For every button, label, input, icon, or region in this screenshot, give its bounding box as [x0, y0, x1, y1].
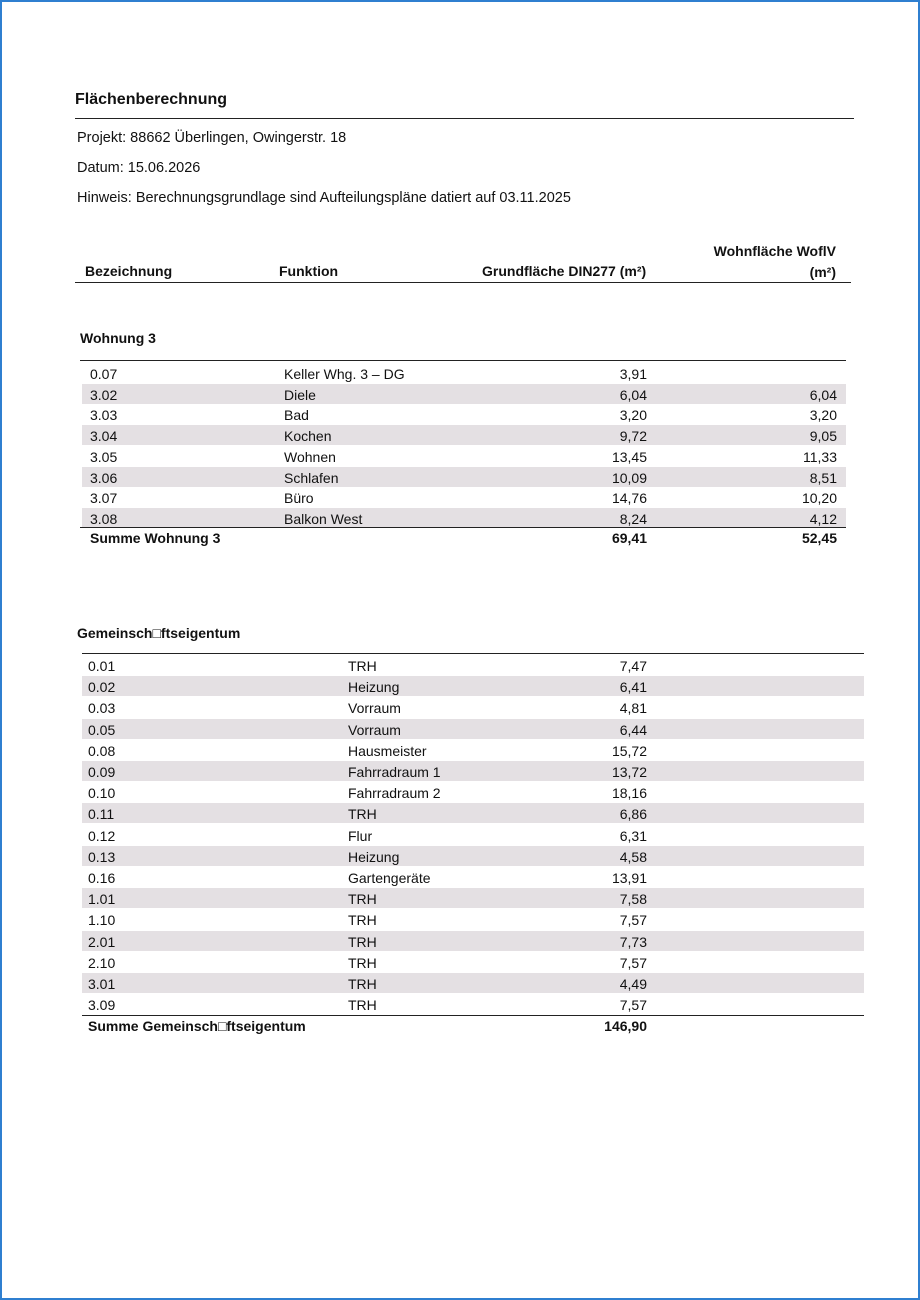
- row-bezeichnung: 0.07: [90, 366, 118, 382]
- header-wohnflaeche-1: Wohnfläche WoflV: [713, 243, 836, 259]
- row-grundflaeche: 6,86: [619, 806, 647, 823]
- row-funktion: TRH: [348, 933, 377, 950]
- row-bezeichnung: 0.10: [88, 785, 116, 802]
- header-bezeichnung: Bezeichnung: [85, 263, 173, 279]
- row-wohnflaeche: 9,05: [809, 428, 837, 445]
- row-funktion: Keller Whg. 3 – DG: [284, 366, 405, 382]
- row-grundflaeche: 13,91: [611, 870, 647, 886]
- row-grundflaeche: 13,45: [611, 448, 647, 465]
- row-funktion: Kochen: [284, 428, 332, 445]
- row-funktion: Gartengeräte: [348, 870, 431, 886]
- row-funktion: Schlafen: [284, 469, 339, 486]
- header-rule: [75, 282, 851, 283]
- row-grundflaeche: 9,72: [619, 428, 647, 445]
- row-grundflaeche: 7,57: [619, 912, 647, 929]
- row-funktion: Heizung: [348, 679, 400, 696]
- row-bezeichnung: 3.01: [88, 976, 116, 992]
- wohnung3-top-rule: [80, 360, 846, 361]
- row-bezeichnung: 0.11: [88, 806, 115, 823]
- row-wohnflaeche: 10,20: [801, 490, 837, 507]
- row-grundflaeche: 3,20: [619, 407, 647, 424]
- row-grundflaeche: 6,44: [619, 721, 647, 738]
- row-funktion: TRH: [348, 891, 377, 908]
- row-grundflaeche: 7,57: [619, 997, 647, 1014]
- row-bezeichnung: 0.08: [88, 742, 116, 759]
- row-funktion: Balkon West: [284, 510, 363, 527]
- row-bezeichnung: 3.04: [90, 428, 118, 445]
- table-row: [82, 384, 846, 404]
- table-row: [82, 467, 846, 487]
- table-row: [82, 363, 846, 383]
- row-funktion: Vorraum: [348, 700, 401, 717]
- summe-gemeinschaft-grund: 146,90: [604, 1018, 647, 1034]
- row-bezeichnung: 3.03: [90, 407, 118, 424]
- row-bezeichnung: 3.08: [90, 510, 118, 527]
- row-bezeichnung: 3.07: [90, 490, 118, 507]
- row-bezeichnung: 0.09: [88, 764, 116, 780]
- row-grundflaeche: 14,76: [611, 490, 647, 507]
- row-grundflaeche: 18,16: [611, 785, 647, 802]
- row-bezeichnung: 0.16: [88, 870, 116, 886]
- title-rule: [75, 118, 854, 119]
- table-row: [82, 487, 846, 507]
- table-row: [82, 994, 864, 1014]
- table-row: [82, 973, 864, 993]
- row-grundflaeche: 6,31: [619, 827, 647, 844]
- row-bezeichnung: 2.01: [88, 933, 116, 950]
- row-grundflaeche: 15,72: [611, 742, 647, 759]
- row-funktion: Diele: [284, 386, 316, 403]
- row-bezeichnung: 3.06: [90, 469, 118, 486]
- header-grundflaeche: Grundfläche DIN277 (m²): [482, 263, 647, 279]
- row-wohnflaeche: 3,20: [809, 407, 837, 424]
- row-grundflaeche: 7,57: [619, 954, 647, 971]
- row-funktion: TRH: [348, 658, 377, 674]
- section-title-wohnung3: Wohnung 3: [80, 330, 156, 346]
- row-funktion: Hausmeister: [348, 742, 427, 759]
- row-wohnflaeche: 6,04: [809, 386, 837, 403]
- row-funktion: TRH: [348, 912, 377, 929]
- table-row: [82, 952, 864, 972]
- row-grundflaeche: 4,81: [619, 700, 647, 717]
- row-grundflaeche: 7,73: [619, 933, 647, 950]
- wohnung3-bottom-rule: [80, 527, 846, 528]
- datum-line: Datum: 15.06.2026: [77, 160, 201, 176]
- gemeinschaft-bottom-rule: [82, 1015, 864, 1016]
- row-grundflaeche: 10,09: [611, 469, 647, 486]
- table-row: [82, 803, 864, 823]
- row-bezeichnung: 3.05: [90, 448, 118, 465]
- row-funktion: TRH: [348, 997, 377, 1014]
- summe-wohnung3-wohn: 52,45: [801, 530, 837, 546]
- row-bezeichnung: 0.12: [88, 827, 116, 844]
- row-grundflaeche: 6,41: [619, 679, 647, 696]
- table-row: [82, 719, 864, 739]
- header-wohnflaeche-2: (m²): [809, 264, 836, 280]
- row-bezeichnung: 0.13: [88, 848, 116, 865]
- table-row: [82, 404, 846, 424]
- row-funktion: Heizung: [348, 848, 400, 865]
- hinweis-line: Hinweis: Berechnungsgrundlage sind Aufteilungspläne datiert auf 03.11.2025: [77, 190, 571, 206]
- table-row: [82, 931, 864, 951]
- row-funktion: Wohnen: [284, 448, 336, 465]
- row-grundflaeche: 13,72: [611, 764, 647, 780]
- row-wohnflaeche: 11,33: [803, 448, 837, 465]
- row-bezeichnung: 2.10: [88, 954, 116, 971]
- row-grundflaeche: 6,04: [619, 386, 647, 403]
- table-row: [82, 446, 846, 466]
- table-row: [82, 425, 846, 445]
- summe-gemeinschaft-label: Summe Gemeinsch□ftseigentum: [88, 1018, 306, 1034]
- row-funktion: TRH: [348, 806, 377, 823]
- row-funktion: Flur: [348, 827, 373, 844]
- row-funktion: Fahrradraum 1: [348, 764, 441, 780]
- row-bezeichnung: 1.01: [88, 891, 116, 908]
- gemeinschaft-top-rule: [82, 653, 864, 654]
- section-title-gemeinschaft: Gemeinsch□ftseigentum: [77, 625, 241, 641]
- row-funktion: Büro: [284, 490, 314, 507]
- table-row: [82, 867, 864, 887]
- projekt-line: Projekt: 88662 Überlingen, Owingerstr. 18: [77, 130, 347, 146]
- table-row: [82, 697, 864, 717]
- row-bezeichnung: 0.05: [88, 721, 116, 738]
- row-grundflaeche: 4,49: [619, 976, 647, 992]
- row-bezeichnung: 0.02: [88, 679, 116, 696]
- summe-wohnung3-label: Summe Wohnung 3: [90, 530, 221, 546]
- table-row: [82, 676, 864, 696]
- table-row: [82, 655, 864, 675]
- table-row: [82, 846, 864, 866]
- row-funktion: TRH: [348, 954, 377, 971]
- row-bezeichnung: 1.10: [88, 912, 116, 929]
- row-grundflaeche: 7,58: [619, 891, 647, 908]
- row-funktion: TRH: [348, 976, 377, 992]
- table-row: [82, 909, 864, 929]
- document-page: [2, 2, 918, 1298]
- row-grundflaeche: 8,24: [619, 510, 647, 527]
- row-bezeichnung: 0.03: [88, 700, 116, 717]
- row-bezeichnung: 3.09: [88, 997, 116, 1014]
- table-row: [82, 761, 864, 781]
- table-row: [82, 825, 864, 845]
- table-row: [82, 888, 864, 908]
- row-wohnflaeche: 8,51: [809, 469, 837, 486]
- table-row: [82, 740, 864, 760]
- row-wohnflaeche: 4,12: [809, 510, 837, 527]
- row-bezeichnung: 3.02: [90, 386, 118, 403]
- table-row: [82, 508, 846, 528]
- document-title: Flächenberechnung: [75, 91, 228, 108]
- row-bezeichnung: 0.01: [88, 658, 116, 674]
- row-funktion: Fahrradraum 2: [348, 785, 441, 802]
- table-row: [82, 782, 864, 802]
- summe-wohnung3-grund: 69,41: [611, 530, 647, 546]
- row-grundflaeche: 4,58: [619, 848, 647, 865]
- row-funktion: Vorraum: [348, 721, 401, 738]
- row-grundflaeche: 3,91: [619, 366, 647, 382]
- row-grundflaeche: 7,47: [619, 658, 647, 674]
- header-funktion: Funktion: [279, 263, 339, 279]
- row-funktion: Bad: [284, 407, 309, 424]
